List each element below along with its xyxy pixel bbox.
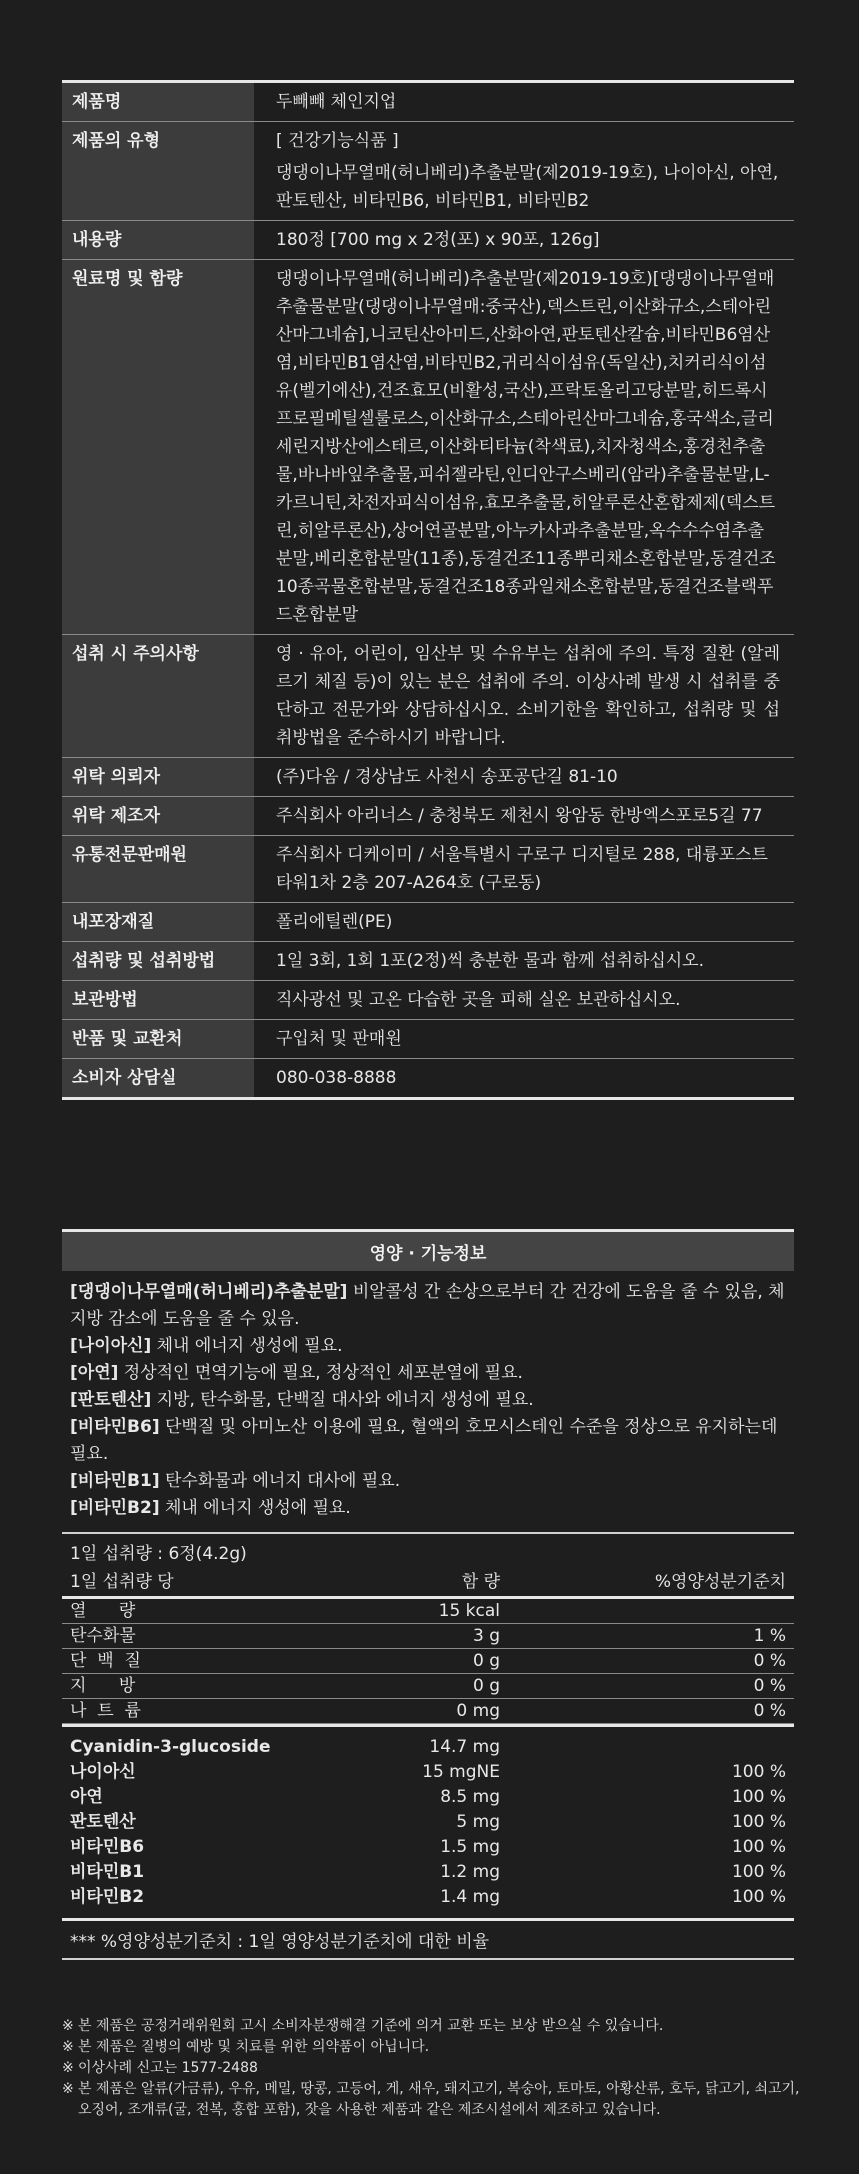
info-value-line: 댕댕이나무열매(허니베리)추출분말(제2019-19호)[댕댕이나무열매추출물분말(댕댕이나무열매:중국산),덱스트린,이산화규소,스테아린산마그네슘],니코틴산아미드,산화아연,판토텐산칼슘,비타민B6염산염,비타민B1염산염,비타민B2,귀리식이섬유(독일산),치커리식이섬유(벨기에산),건조효모(비활성,국산),프락토올리고당분말,히드록시프로필메틸셀룰로스,이산화규소,스테아린산마그네슘,홍국색소,글리세린지방산에스테르,이산화티타늄(착색료),치자청색소,홍경천추출물,바나바잎추출물,피쉬젤라틴,인디안구스베리(암라)추출물분말,L-카르니틴,차전자피식이섬유,효모추출물,히알루론산혼합제제(덱스트린,히알루론산),상어연골분말,아누카사과추출분말,옥수수수염추출분말,베리혼합분말(11종),동결건조11종뿌리채소혼합분말,동결건조10종곡물혼합분말,동결건조18종과일채소혼합분말,동결건조블랙푸드혼합분말 [276, 269, 776, 625]
info-value [254, 260, 794, 634]
function-name: [비타민B2] [70, 1498, 160, 1518]
nutrient-amount: 1.4 mg [440, 1887, 500, 1907]
nutrient-name: 비타민B6 [70, 1837, 145, 1857]
info-label: 섭취량 및 섭취방법 [62, 942, 254, 980]
info-row [62, 122, 794, 221]
nutrient-amount: 3 g [472, 1626, 500, 1646]
note-text: 본 제품은 알류(가금류), 우유, 메밀, 땅콩, 고등어, 게, 새우, 돼지고기, 복숭아, 토마토, 아황산류, 호두, 닭고기, 쇠고기, 오징어, 조개류(굴, 전복, 홍합 포함), 잣을 사용한 제품과 같은 제조시설에서 제조하고 있습니다. [78, 2081, 800, 2118]
info-row [62, 942, 794, 981]
nutrient-amount: 1.5 mg [440, 1837, 500, 1857]
info-row [62, 1020, 794, 1059]
nutrient-pct: 100 % [731, 1812, 786, 1832]
nutrient-name: 비타민B1 [70, 1862, 145, 1882]
function-desc: 지방, 탄수화물, 단백질 대사와 에너지 생성에 필요. [151, 1390, 534, 1410]
function-name: [아연] [70, 1363, 119, 1383]
header-pct: %영양성분기준치 [654, 1572, 786, 1592]
nutrient-amount: 8.5 mg [440, 1787, 500, 1807]
function-list [62, 1271, 794, 1534]
nutrient-amount: 14.7 mg [429, 1737, 500, 1757]
nutrient-row [62, 1835, 794, 1860]
note-text: 이상사례 신고는 1577-2488 [78, 2060, 258, 2076]
note-mark: ※ [62, 2039, 74, 2055]
info-value-line: 직사광선 및 고온 다습한 곳을 피해 실온 보관하십시오. [276, 990, 681, 1010]
note-text: 본 제품은 질병의 예방 및 치료를 위한 의약품이 아닙니다. [78, 2039, 430, 2055]
function-item [70, 1414, 786, 1468]
nutrition-header [62, 1568, 794, 1599]
nutrient-name: 열 량 [70, 1601, 136, 1621]
nutrient-row [62, 1810, 794, 1835]
function-desc: 탄수화물과 에너지 대사에 필요. [159, 1471, 401, 1491]
info-value [254, 836, 794, 902]
note-mark: ※ [62, 2081, 74, 2097]
function-name: [비타민B1] [70, 1471, 160, 1491]
function-desc: 단백질 및 아미노산 이용에 필요, 혈액의 호모시스테인 수준을 정상으로 유지하는데 필요. [70, 1417, 778, 1464]
info-label: 제품의 유형 [62, 122, 254, 220]
info-value [254, 1020, 794, 1058]
info-row [62, 221, 794, 260]
info-row [62, 903, 794, 942]
nutrient-row [62, 1649, 794, 1674]
note-mark: ※ [62, 2060, 74, 2076]
info-label: 위탁 의뢰자 [62, 758, 254, 796]
function-item [70, 1279, 786, 1333]
info-row [62, 836, 794, 903]
nutrient-amount: 0 mg [456, 1701, 500, 1721]
nutrient-row [62, 1860, 794, 1885]
nutrition-title: 영양 · 기능정보 [62, 1232, 794, 1271]
info-row [62, 981, 794, 1020]
info-value [254, 635, 794, 757]
nutrient-pct: 100 % [731, 1762, 786, 1782]
product-info-table [62, 80, 794, 1100]
info-value-line: 1일 3회, 1회 1포(2정)씩 충분한 물과 함께 섭취하십시오. [276, 951, 704, 971]
header-serving: 1일 섭취량 당 [70, 1572, 174, 1592]
info-value [254, 758, 794, 796]
info-row [62, 797, 794, 836]
function-item [70, 1387, 786, 1414]
note-text: 본 제품은 공정거래위원회 고시 소비자분쟁해결 기준에 의거 교환 또는 보상 받으실 수 있습니다. [78, 2018, 664, 2034]
nutrient-row [62, 1885, 794, 1910]
nutrient-amount: 0 g [472, 1676, 500, 1696]
nutrient-name: 비타민B2 [70, 1887, 145, 1907]
info-value-line: [ 건강기능식품 ] [276, 131, 399, 151]
nutrient-row [62, 1760, 794, 1785]
function-item [70, 1333, 786, 1360]
info-value [254, 1059, 794, 1097]
function-item [70, 1360, 786, 1387]
info-value-line: 영 · 유아, 어린이, 임산부 및 수유부는 섭취에 주의. 특정 질환 (알레르기 체질 등)이 있는 분은 섭취에 주의. 이상사례 발생 시 섭취를 중단하고 전문가와 상담하십시오. 소비기한을 확인하고, 섭취량 및 섭취방법을 준수하시기 바랍니다. [276, 644, 780, 748]
nutrient-pct: 100 % [731, 1862, 786, 1882]
info-value [254, 797, 794, 835]
serving-size: 1일 섭취량 : 6정(4.2g) [70, 1544, 247, 1564]
note-item [62, 2037, 802, 2058]
function-desc: 비알콜성 간 손상으로부터 간 건강에 도움을 줄 수 있음, 체지방 감소에 도움을 줄 수 있음. [70, 1282, 785, 1329]
info-value-line: 구입처 및 판매원 [276, 1029, 402, 1049]
info-label: 내용량 [62, 221, 254, 259]
nutrient-name: 나 트 륨 [70, 1701, 141, 1721]
function-desc: 정상적인 면역기능에 필요, 정상적인 세포분열에 필요. [118, 1363, 523, 1383]
info-value-line: 두빼빼 체인지업 [276, 92, 397, 112]
nutrient-name: 아연 [70, 1787, 103, 1807]
info-value [254, 122, 794, 220]
function-item [70, 1468, 786, 1495]
info-row [62, 260, 794, 635]
notes [62, 2016, 802, 2121]
nutrient-pct: 100 % [731, 1887, 786, 1907]
function-name: [나이아신] [70, 1336, 152, 1356]
nutrient-name: 탄수화물 [70, 1626, 136, 1646]
nutrient-pct [500, 1599, 786, 1623]
nutrient-pct: 0 % [753, 1651, 786, 1671]
nutrient-row [62, 1699, 794, 1724]
function-name: [판토텐산] [70, 1390, 152, 1410]
info-label: 제품명 [62, 83, 254, 121]
info-label: 소비자 상담실 [62, 1059, 254, 1097]
nutrient-name: 나이아신 [70, 1762, 136, 1782]
nutrient-name: 단 백 질 [70, 1651, 141, 1671]
info-value-line: 폴리에틸렌(PE) [276, 912, 393, 932]
nutrient-row [62, 1785, 794, 1810]
info-row [62, 83, 794, 122]
nutrient-row [62, 1599, 794, 1624]
nutrient-pct: 100 % [731, 1787, 786, 1807]
note-mark: ※ [62, 2018, 74, 2034]
info-label: 내포장재질 [62, 903, 254, 941]
info-row [62, 635, 794, 758]
nutrition-section [62, 1229, 794, 1960]
micro-nutrients [62, 1724, 794, 1921]
nutrient-pct: 0 % [753, 1676, 786, 1696]
basic-nutrients [62, 1599, 794, 1724]
info-value-line: 180정 [700 mg x 2정(포) x 90포, 126g] [276, 230, 600, 250]
info-label: 보관방법 [62, 981, 254, 1019]
info-value [254, 981, 794, 1019]
nutrient-row [62, 1674, 794, 1699]
info-value-line: 주식회사 디케이미 / 서울특별시 구로구 디지털로 288, 대륭포스트타워1차 2층 207-A264호 (구로동) [276, 845, 768, 893]
nutrient-name: 판토텐산 [70, 1812, 136, 1832]
nutrient-amount: 0 g [472, 1651, 500, 1671]
note-item [62, 2079, 802, 2121]
info-value-line: 댕댕이나무열매(허니베리)추출분말(제2019-19호), 나이아신, 아연, 판토텐산, 비타민B6, 비타민B1, 비타민B2 [276, 163, 779, 211]
function-name: [댕댕이나무열매(허니베리)추출분말] [70, 1282, 348, 1302]
info-value-line: 주식회사 아리너스 / 충청북도 제천시 왕암동 한방엑스포로5길 77 [276, 806, 763, 826]
info-row [62, 758, 794, 797]
nutrient-amount: 15 kcal [438, 1601, 500, 1621]
info-value [254, 903, 794, 941]
nutrient-pct: 100 % [731, 1837, 786, 1857]
info-label: 유통전문판매원 [62, 836, 254, 902]
nutrient-name: Cyanidin-3-glucoside [70, 1737, 271, 1757]
info-label: 원료명 및 함량 [62, 260, 254, 634]
info-label: 반품 및 교환처 [62, 1020, 254, 1058]
function-name: [비타민B6] [70, 1417, 160, 1437]
nutrient-amount: 1.2 mg [440, 1862, 500, 1882]
header-amount: 함 량 [461, 1572, 500, 1592]
note-item [62, 2016, 802, 2037]
info-value-line: 080-038-8888 [276, 1068, 397, 1088]
note-item [62, 2058, 802, 2079]
nutrient-pct: 0 % [753, 1701, 786, 1721]
info-row [62, 1059, 794, 1097]
info-value [254, 221, 794, 259]
info-value [254, 83, 794, 121]
function-desc: 체내 에너지 생성에 필요. [151, 1336, 343, 1356]
nutrient-row [62, 1624, 794, 1649]
nutrient-pct [500, 1735, 786, 1760]
function-desc: 체내 에너지 생성에 필요. [159, 1498, 351, 1518]
nutrient-pct: 1 % [753, 1626, 786, 1646]
nutrient-amount: 15 mgNE [422, 1762, 500, 1782]
info-label: 섭취 시 주의사항 [62, 635, 254, 757]
nutrition-footnote: *** %영양성분기준치 : 1일 영양성분기준치에 대한 비율 [62, 1921, 794, 1960]
nutrient-row [62, 1735, 794, 1760]
function-item [70, 1495, 786, 1522]
nutrient-name: 지 방 [70, 1676, 136, 1696]
info-label: 위탁 제조자 [62, 797, 254, 835]
info-value [254, 942, 794, 980]
info-value-line: (주)다옴 / 경상남도 사천시 송포공단길 81-10 [276, 767, 618, 787]
nutrient-amount: 5 mg [456, 1812, 500, 1832]
